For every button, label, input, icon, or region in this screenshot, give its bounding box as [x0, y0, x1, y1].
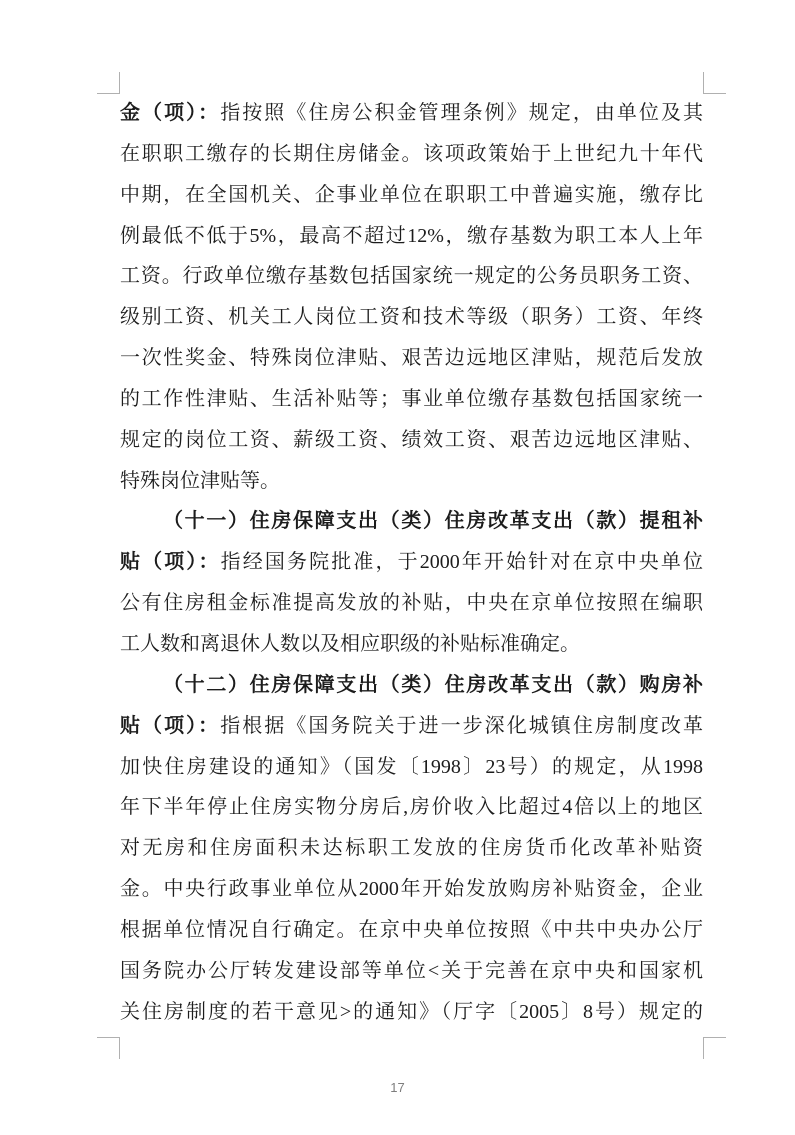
text-line-regular-segment: 公有住房租金标准提高发放的补贴，中央在京单位按照在编职	[120, 592, 703, 615]
text-line-bold-segment: 贴（项）：	[120, 551, 221, 574]
text-line	[120, 951, 703, 992]
text-line	[120, 828, 703, 869]
text-line-regular-segment: 规定的岗位工资、薪级工资、绩效工资、艰苦边远地区津贴、	[120, 428, 703, 451]
text-line-regular-segment: 例最低不低于5%，最高不超过12%，缴存基数为职工本人上年	[120, 224, 703, 247]
text-line	[120, 542, 703, 583]
text-line-regular-segment: 指按照《住房公积金管理条例》规定，由单位及其	[220, 102, 703, 124]
text-line	[120, 869, 703, 910]
text-line	[120, 338, 703, 379]
text-line-regular-segment: 在职职工缴存的长期住房储金。该项政策始于上世纪九十年代	[120, 142, 703, 165]
text-line	[120, 583, 703, 624]
text-line	[120, 297, 703, 338]
text-line	[120, 420, 703, 461]
text-line	[120, 910, 703, 951]
text-line-bold-segment: （十二）住房保障支出（类）住房改革支出（款）购房补	[163, 673, 703, 696]
text-line-regular-segment: 国务院办公厅转发建设部等单位<关于完善在京中央和国家机	[120, 959, 703, 982]
text-line-regular-segment: 关住房制度的若干意见>的通知》（厅字〔2005〕8号）规定的	[120, 1000, 703, 1023]
text-line	[120, 93, 703, 134]
text-line-regular-segment: 一次性奖金、特殊岗位津贴、艰苦边远地区津贴，规范后发放	[120, 347, 703, 370]
text-line	[120, 216, 703, 257]
text-line-regular-segment: 中期，在全国机关、企事业单位在职职工中普遍实施，缴存比	[120, 183, 703, 206]
text-line-regular-segment: 对无房和住房面积未达标职工发放的住房货币化改革补贴资	[120, 837, 703, 860]
crop-mark-top-right-icon	[703, 72, 726, 94]
text-body	[120, 93, 703, 1032]
text-line	[120, 461, 703, 502]
text-line-regular-segment: 工人数和离退休人数以及相应职级的补贴标准确定。	[120, 632, 580, 655]
text-line-regular-segment: 年下半年停止住房实物分房后,房价收入比超过4倍以上的地区	[120, 796, 703, 819]
page-number: 17	[390, 1080, 405, 1095]
text-line-bold-segment: （十一）住房保障支出（类）住房改革支出（款）提租补	[163, 510, 703, 533]
text-line-regular-segment: 指根据《国务院关于进一步深化城镇住房制度改革	[220, 714, 703, 737]
text-line-bold-segment: 金（项）：	[120, 102, 221, 124]
text-line-regular-segment: 特殊岗位津贴等。	[120, 469, 280, 492]
text-line-regular-segment: 指经国务院批准，于2000年开始针对在京中央单位	[220, 551, 703, 574]
text-line	[120, 747, 703, 788]
text-line	[120, 624, 703, 665]
text-line	[120, 379, 703, 420]
text-line	[120, 992, 703, 1033]
crop-mark-top-left-icon	[97, 72, 120, 94]
crop-mark-bottom-left-icon	[97, 1037, 120, 1059]
text-line-bold-segment: 贴（项）：	[120, 714, 221, 737]
text-line	[120, 501, 703, 542]
text-line	[120, 256, 703, 297]
text-line	[120, 706, 703, 747]
text-line-regular-segment: 根据单位情况自行确定。在京中央单位按照《中共中央办公厅	[120, 918, 703, 941]
text-line	[120, 134, 703, 175]
text-line-regular-segment: 金。中央行政事业单位从2000年开始发放购房补贴资金，企业	[120, 878, 703, 901]
text-line	[120, 665, 703, 706]
text-line-regular-segment: 的工作性津贴、生活补贴等；事业单位缴存基数包括国家统一	[120, 387, 703, 410]
text-line	[120, 175, 703, 216]
text-line	[120, 787, 703, 828]
crop-mark-bottom-right-icon	[703, 1037, 726, 1059]
text-line-regular-segment: 加快住房建设的通知》（国发〔1998〕23号）的规定，从1998	[120, 755, 703, 778]
text-line-regular-segment: 工资。行政单位缴存基数包括国家统一规定的公务员职务工资、	[120, 265, 703, 288]
text-line-regular-segment: 级别工资、机关工人岗位工资和技术等级（职务）工资、年终	[120, 306, 703, 329]
